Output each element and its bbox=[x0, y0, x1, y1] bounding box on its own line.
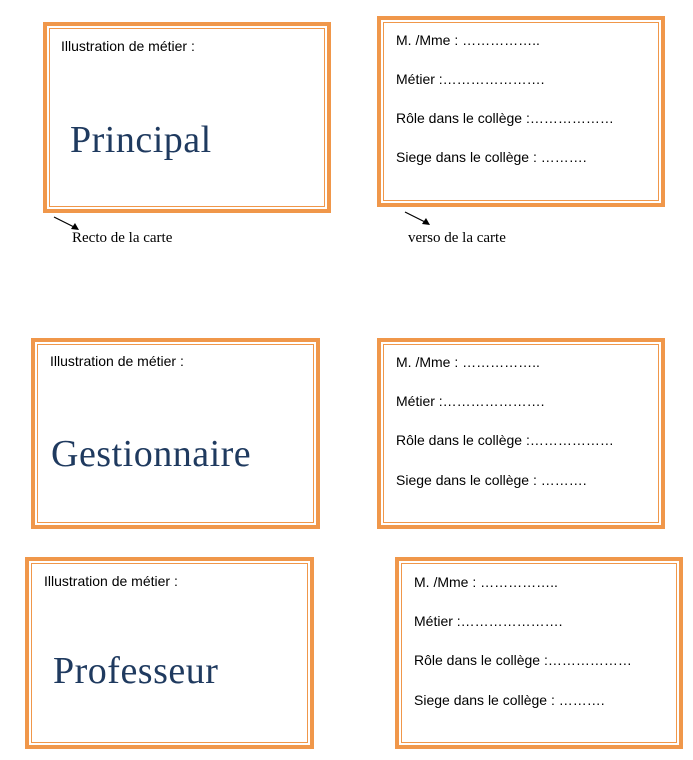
verso-caption: verso de la carte bbox=[408, 230, 506, 246]
card-front-professeur bbox=[25, 557, 314, 749]
seat-field: Siege dans le collège : ………. bbox=[414, 692, 605, 708]
role-field: Rôle dans le collège :……………… bbox=[396, 110, 614, 126]
seat-field: Siege dans le collège : ………. bbox=[396, 472, 587, 488]
illustration-label: Illustration de métier : bbox=[44, 573, 178, 589]
role-field: Rôle dans le collège :……………… bbox=[414, 652, 632, 668]
recto-caption: Recto de la carte bbox=[72, 230, 173, 246]
card-back-gestionnaire bbox=[377, 338, 665, 529]
card-back-principal bbox=[377, 16, 665, 207]
job-field: Métier :…………………. bbox=[396, 393, 545, 409]
card-front-gestionnaire bbox=[31, 338, 320, 529]
name-field: M. /Mme : …………….. bbox=[396, 354, 540, 370]
name-field: M. /Mme : …………….. bbox=[414, 574, 558, 590]
job-title: Principal bbox=[70, 119, 212, 161]
name-field: M. /Mme : …………….. bbox=[396, 32, 540, 48]
job-title: Gestionnaire bbox=[51, 433, 252, 475]
job-field: Métier :…………………. bbox=[414, 613, 563, 629]
card-back-professeur bbox=[395, 557, 683, 749]
role-field: Rôle dans le collège :……………… bbox=[396, 432, 614, 448]
job-field: Métier :…………………. bbox=[396, 71, 545, 87]
illustration-label: Illustration de métier : bbox=[61, 38, 195, 54]
arrow-icon bbox=[403, 210, 433, 228]
illustration-label: Illustration de métier : bbox=[50, 353, 184, 369]
card-front-principal bbox=[43, 22, 331, 213]
job-title: Professeur bbox=[53, 650, 219, 692]
seat-field: Siege dans le collège : ………. bbox=[396, 149, 587, 165]
